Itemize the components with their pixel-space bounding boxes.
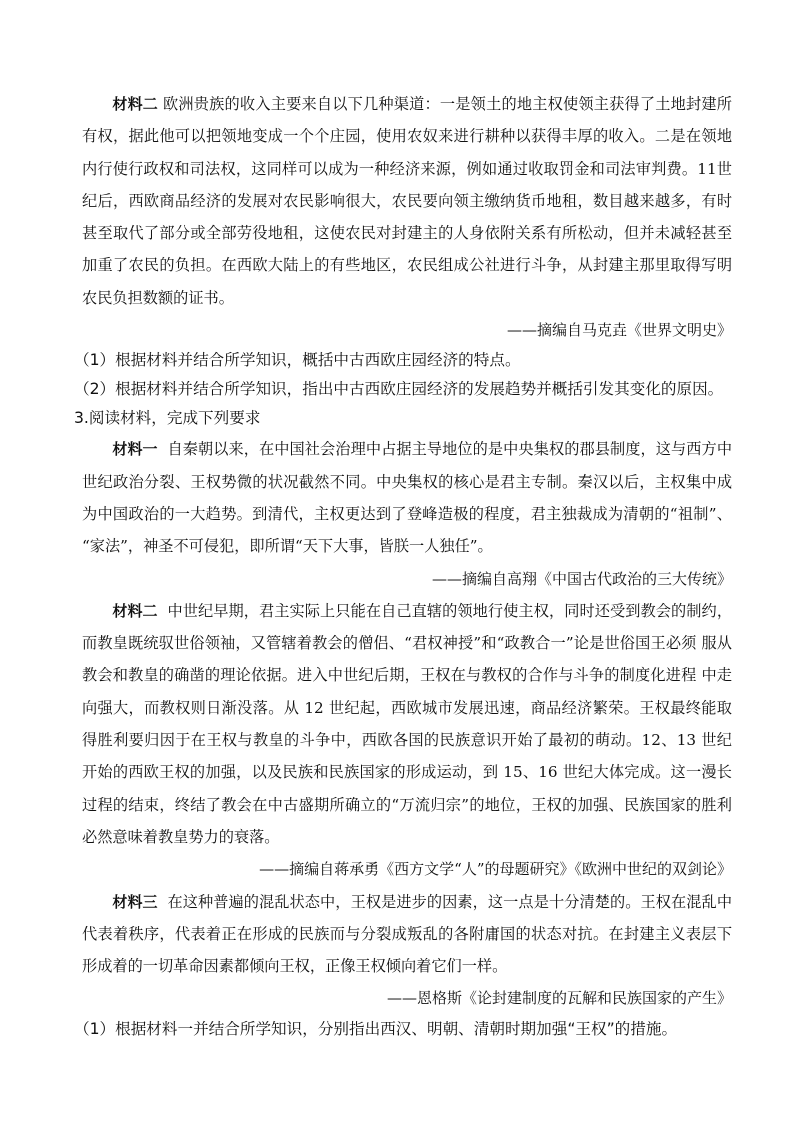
material-2-paragraph [82,88,732,314]
material-text: 在这种普遍的混乱状态中，王权是进步的因素，这一点是十分清楚的。王权在混乱中代表着秩序，代表着正在形成的民族而与分裂成叛乱的各附庸国的状态对抗。在封建主义表层下形成着的一切革命因素都倾向王权，正像王权倾向着它们一样。 [82,892,733,976]
material-source: ——摘编自高翔《中国古代政治的三大传统》 [431,569,732,588]
material-text: 欧洲贵族的收入主要来自以下几种渠道：一是领土的地主权使领主获得了土地封建所有权，据此他可以把领地变成一个个庄园，使用农奴来进行耕种以获得丰厚的收入。二是在领地内行使行政权和司法权，这同样可以成为一种经济来源，例如通过收取罚金和司法审判费。11世纪后，西欧商品经济的发展对农民影响很大，农民要向领主缴纳货币地租，数目越来越多，有时甚至取代了部分或全部劳役地租，这使农民对封建主的人身依附关系有所松动，但并未减轻甚至加重了农民的负担。在西欧大陆上的有些地区，农民组成公社进行斗争，从封建主那里取得写明农民负担数额的证书。 [82,95,732,307]
material-label: 材料一 [112,440,158,459]
question-1: （1）根据材料并结合所学知识，概括中古西欧庄园经济的特点。 [74,351,521,370]
material-label: 材料三 [112,892,158,911]
material-text: 中世纪早期，君主实际上只能在自己直辖的领地行使主权，同时还受到教会的制约， 而教皇既统驭世俗领袖，又管辖着教会的僧侣、“君权神授”和“政教合一”论是世俗国王必须 服从教会和教皇的确凿的理论依据。进入中世纪后期，王权在与教权的合作与斗争的制度化进程 中走向强大，而教权则日渐没落。从 12 世纪起，西欧城市发展迅速，商品经济繁荣。王权最终能取得胜利要归因于在王权与教皇的斗争中，西欧各国的民族意识开始了最初的萌动。12、13 世纪开始的西欧王权的加强，以及民族和民族国家的形成运动，到 15、16 世纪大体完成。这一漫长过程的结束，终结了教会在中古盛期所确立的“万流归宗”的地位，王权的加强、民族国家的胜利必然意味着教皇势力的衰落。 [82,601,733,846]
material-label: 材料二 [112,95,158,113]
material-source: ——摘编自蒋承勇《西方文学“人”的母题研究》《欧洲中世纪的双剑论》 [259,860,732,879]
material-label: 材料二 [112,601,158,620]
document-page [74,88,733,1044]
material-2b-paragraph [82,595,732,853]
material-1-paragraph [82,433,732,562]
question-3-1: （1）根据材料一并结合所学知识，分别指出西汉、明朝、清朝时期加强“王权”的措施。 [74,1019,678,1038]
question-3-heading: 3.阅读材料，完成下列要求 [74,409,261,428]
material-text: 自秦朝以来，在中国社会治理中占据主导地位的是中央集权的郡县制度，这与西方中 世纪政治分裂、王权势微的状况截然不同。中央集权的核心是君主专制。秦汉以后，主权集中成 为中国政治的一大趋势。到清代，主权更达到了登峰造极的程度，君主独裁成为清朝的“祖制”、 “家法”，神圣不可侵犯，即所谓“天下大事，皆朕一人独任”。 [82,440,733,556]
material-source: ——恩格斯《论封建制度的瓦解和民族国家的产生》 [386,989,732,1008]
question-2: （2）根据材料并结合所学知识，指出中古西欧庄园经济的发展趋势并概括引发其变化的原因。 [74,380,724,399]
material-source: ——摘编自马克垚《世界文明史》 [506,321,732,340]
material-3-paragraph [82,886,732,983]
